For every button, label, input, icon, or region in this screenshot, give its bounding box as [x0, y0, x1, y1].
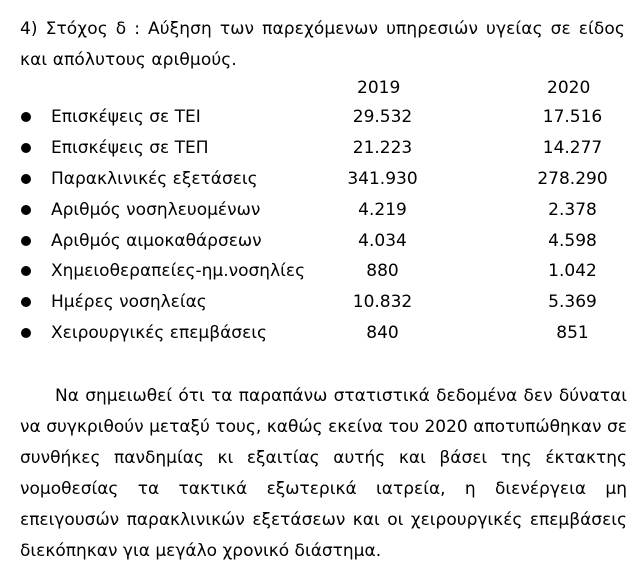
list-item: [0, 196, 638, 227]
item-label: Χειρουργικές επεμβάσεις: [51, 323, 267, 344]
item-label: Επισκέψεις σε ΤΕΠ: [51, 137, 209, 158]
value-2019: 10.832: [352, 292, 413, 313]
item-label: Ημέρες νοσηλείας: [51, 292, 207, 313]
value-2020: 278.290: [537, 168, 608, 189]
value-2019: 341.930: [347, 168, 418, 189]
value-2020: 17.516: [542, 107, 603, 127]
value-2019: 4.219: [358, 199, 407, 220]
value-2020: 4.598: [548, 230, 597, 251]
year-header-2020: 2020: [547, 78, 591, 98]
list-item: [0, 134, 638, 165]
item-label: Επισκέψεις σε ΤΕΙ: [51, 107, 201, 127]
year-header-row: [0, 76, 638, 100]
value-2019: 29.532: [352, 107, 413, 127]
statistics-list: [0, 103, 638, 350]
item-label: Αριθμός αιμοκαθάρσεων: [51, 230, 262, 251]
item-label: Αριθμός νοσηλευομένων: [51, 199, 261, 220]
section-heading: 4) Στόχος δ : Αύξηση των παρεχόμενων υπηρεσιών υγείας σε είδος και απόλυτους αριθμούς.: [20, 19, 625, 70]
value-2020: 1.042: [548, 261, 597, 282]
bullet-icon: [21, 236, 31, 246]
list-item: [0, 103, 638, 134]
value-2019: 4.034: [358, 230, 407, 251]
bullet-icon: [21, 174, 31, 184]
item-label: Χημειοθεραπείες-ημ.νοσηλίες: [51, 261, 306, 282]
value-2019: 880: [366, 261, 399, 282]
value-2020: 5.369: [548, 292, 597, 313]
item-label: Παρακλινικές εξετάσεις: [51, 168, 258, 189]
value-2019: 21.223: [352, 137, 413, 158]
bullet-icon: [21, 328, 31, 338]
bullet-icon: [21, 297, 31, 307]
list-item: [0, 319, 638, 350]
bullet-icon: [21, 112, 31, 122]
list-item: [0, 288, 638, 319]
note-paragraph: Να σημειωθεί ότι τα παραπάνω στατιστικά δεδομένα δεν δύναται να συγκριθούν μεταξύ τους, καθώς εκείνα του 2020 αποτυπώθηκαν σε συνθήκες πανδημίας κι εξαιτίας αυτής και βάσει της έκτακτης νομοθεσίας τα τακτικά εξωτερικά ιατρεία, η διενέργεια μη επειγουσών παρακλινικών εξετάσεων και οι χειρουργικές επεμβάσεις διεκόπηκαν για μεγάλο χρονικό διάστημα.: [20, 386, 627, 561]
list-item: [0, 165, 638, 196]
value-2019: 840: [366, 323, 399, 344]
value-2020: 2.378: [548, 199, 597, 220]
bullet-icon: [21, 266, 31, 276]
list-item: [0, 227, 638, 258]
bullet-icon: [21, 205, 31, 215]
value-2020: 14.277: [542, 137, 603, 158]
bullet-icon: [21, 143, 31, 153]
value-2020: 851: [556, 323, 589, 344]
list-item: [0, 257, 638, 288]
year-header-2019: 2019: [357, 78, 401, 98]
